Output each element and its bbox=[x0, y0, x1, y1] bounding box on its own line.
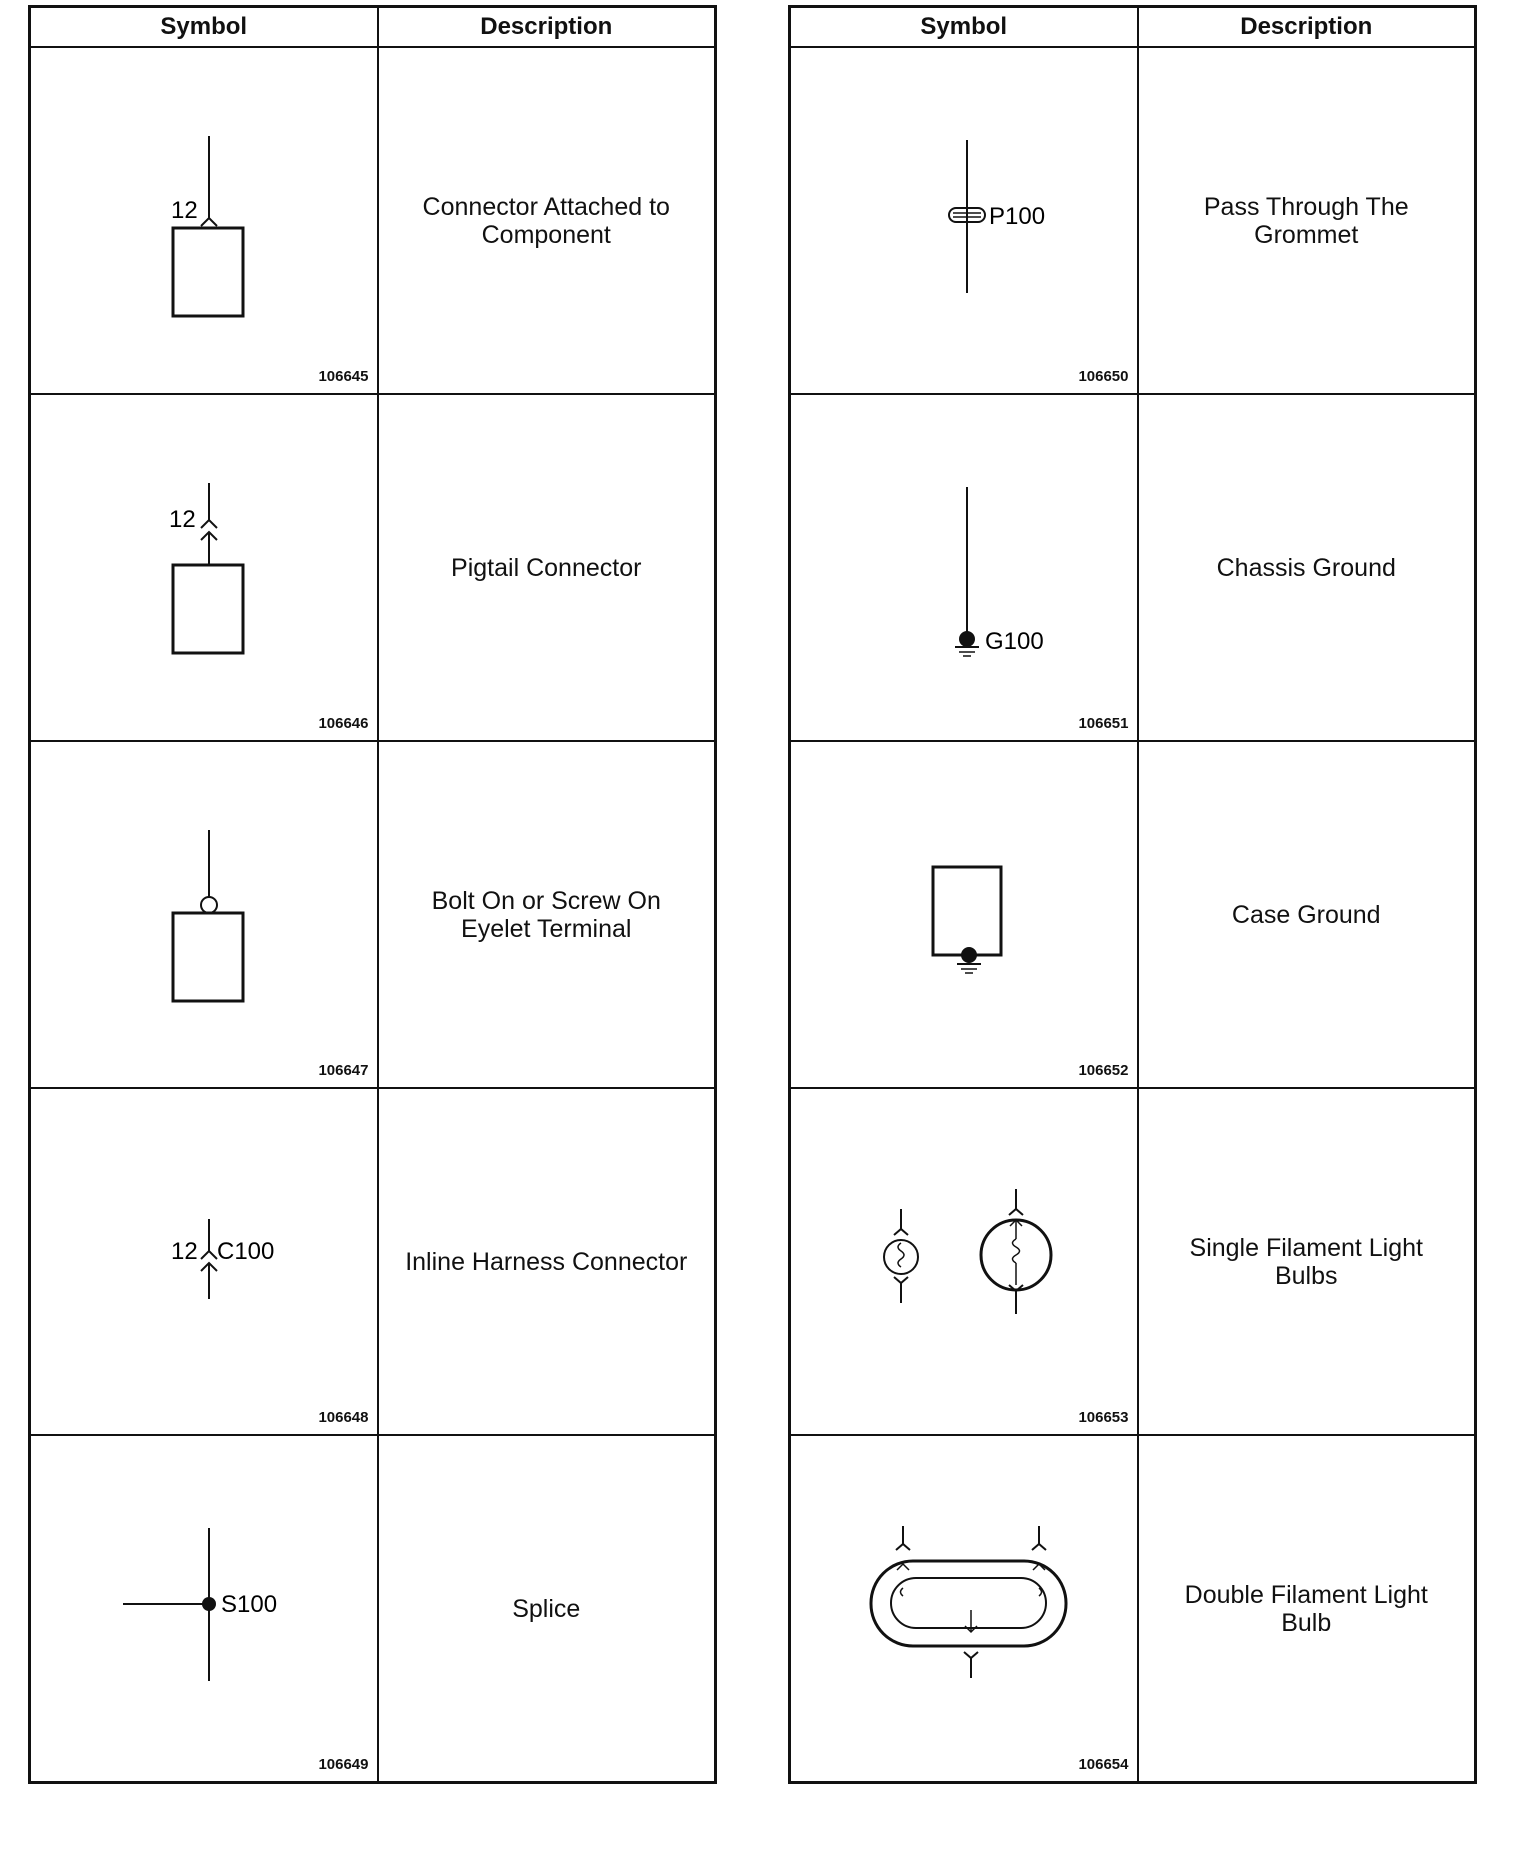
figure-code: 106646 bbox=[318, 715, 369, 732]
figure-code: 106647 bbox=[318, 1062, 369, 1079]
single-filament-bulb-icon bbox=[791, 1089, 1139, 1434]
symbol-cell bbox=[790, 47, 1138, 394]
table-row bbox=[30, 741, 716, 1088]
table-row bbox=[790, 741, 1476, 1088]
symbol-description: Single Filament Light Bulbs bbox=[1189, 1233, 1423, 1290]
symbol-table-right bbox=[788, 5, 1477, 1784]
table-row bbox=[30, 394, 716, 741]
table-row bbox=[30, 1088, 716, 1435]
figure-code: 106648 bbox=[318, 1409, 369, 1426]
wire-label: 12 bbox=[171, 1238, 198, 1265]
figure-code: 106653 bbox=[1078, 1409, 1129, 1426]
table-row bbox=[30, 47, 716, 394]
figure-code: 106652 bbox=[1078, 1062, 1129, 1079]
symbol-description: Double Filament Light Bulb bbox=[1184, 1580, 1428, 1637]
symbol-cell bbox=[790, 394, 1138, 741]
table-row bbox=[790, 1435, 1476, 1783]
description-header: Description bbox=[378, 7, 716, 48]
connector-label: C100 bbox=[217, 1238, 275, 1265]
symbol-cell bbox=[30, 741, 378, 1088]
ground-label: G100 bbox=[985, 628, 1044, 655]
symbol-description: Bolt On or Screw On Eyelet Terminal bbox=[431, 886, 661, 943]
double-filament-bulb-icon bbox=[791, 1436, 1139, 1781]
connector-attached-icon bbox=[31, 48, 379, 393]
grommet-label: P100 bbox=[989, 203, 1046, 230]
splice-label: S100 bbox=[221, 1591, 278, 1618]
symbol-header: Symbol bbox=[790, 7, 1138, 48]
symbol-cell bbox=[30, 47, 378, 394]
symbol-cell bbox=[30, 394, 378, 741]
grommet-icon bbox=[791, 48, 1139, 393]
symbol-cell bbox=[790, 741, 1138, 1088]
description-header: Description bbox=[1138, 7, 1476, 48]
symbol-description: Pigtail Connector bbox=[451, 553, 642, 582]
pigtail-connector-icon bbox=[31, 395, 379, 740]
symbol-table-left bbox=[28, 5, 717, 1784]
figure-code: 106651 bbox=[1078, 715, 1129, 732]
symbol-cell bbox=[30, 1088, 378, 1435]
table-row bbox=[790, 47, 1476, 394]
table-row bbox=[790, 1088, 1476, 1435]
eyelet-terminal-icon bbox=[31, 742, 379, 1087]
table-row bbox=[30, 1435, 716, 1783]
symbol-description: Pass Through The Grommet bbox=[1203, 192, 1409, 249]
chassis-ground-icon bbox=[791, 395, 1139, 740]
symbol-description: Inline Harness Connector bbox=[405, 1247, 688, 1276]
figure-code: 106645 bbox=[318, 368, 369, 385]
symbol-cell bbox=[790, 1435, 1138, 1783]
table-row bbox=[790, 394, 1476, 741]
figure-code: 106654 bbox=[1078, 1756, 1129, 1773]
symbol-description: Connector Attached to Component bbox=[422, 192, 670, 249]
wire-label: 12 bbox=[169, 506, 196, 533]
symbol-cell bbox=[790, 1088, 1138, 1435]
splice-icon bbox=[31, 1436, 379, 1781]
symbol-description: Splice bbox=[512, 1594, 581, 1623]
symbol-cell bbox=[30, 1435, 378, 1783]
wire-label: 12 bbox=[171, 197, 198, 224]
figure-code: 106650 bbox=[1078, 368, 1129, 385]
inline-connector-icon bbox=[31, 1089, 379, 1434]
figure-code: 106649 bbox=[318, 1756, 369, 1773]
symbol-description: Chassis Ground bbox=[1216, 553, 1396, 582]
symbol-header: Symbol bbox=[30, 7, 378, 48]
case-ground-icon bbox=[791, 742, 1139, 1087]
symbol-description: Case Ground bbox=[1231, 900, 1381, 929]
